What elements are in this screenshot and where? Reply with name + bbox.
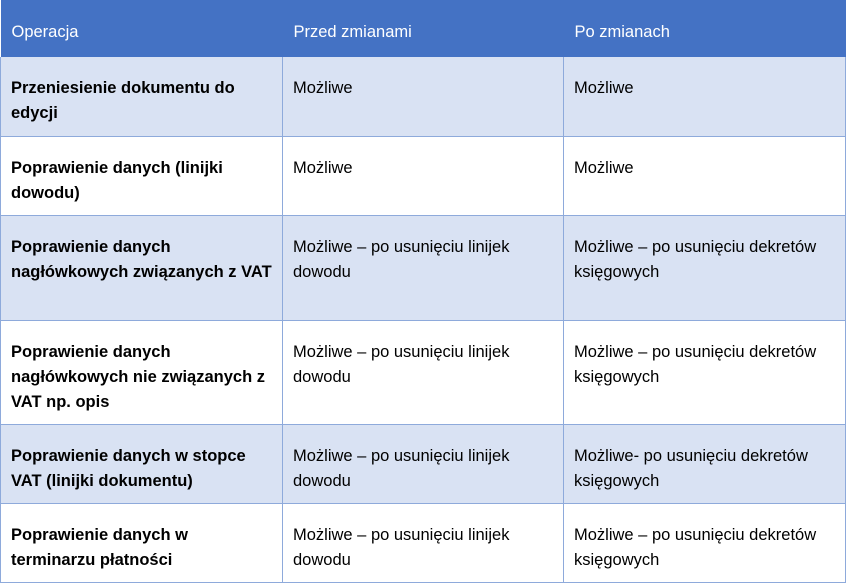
operation-cell: Poprawienie danych nagłówkowych nie związanych z VAT np. opis — [1, 320, 283, 424]
header-before-changes: Przed zmianami — [293, 23, 412, 41]
table-header — [1, 0, 846, 57]
table-row — [1, 424, 846, 503]
table-row — [1, 136, 846, 215]
header-operation: Operacja — [11, 23, 79, 41]
after-cell: Możliwe – po usunięciu dekretów księgowych — [564, 320, 846, 424]
before-cell: Możliwe – po usunięciu linijek dowodu — [283, 424, 564, 503]
operation-cell: Poprawienie danych w terminarzu płatności — [1, 503, 283, 582]
header-row — [1, 0, 846, 57]
table-body — [1, 57, 846, 582]
after-cell: Możliwe — [564, 136, 846, 215]
before-cell: Możliwe – po usunięciu linijek dowodu — [283, 215, 564, 320]
table-row — [1, 215, 846, 320]
before-cell: Możliwe – po usunięciu linijek dowodu — [283, 320, 564, 424]
operation-cell: Poprawienie danych w stopce VAT (linijki dokumentu) — [1, 424, 283, 503]
before-cell: Możliwe – po usunięciu linijek dowodu — [283, 503, 564, 582]
operation-cell: Poprawienie danych nagłówkowych związanych z VAT — [1, 215, 283, 320]
after-cell: Możliwe — [564, 57, 846, 136]
after-cell: Możliwe – po usunięciu dekretów księgowych — [564, 503, 846, 582]
header-after-changes: Po zmianach — [574, 23, 670, 41]
before-cell: Możliwe — [283, 136, 564, 215]
after-cell: Możliwe – po usunięciu dekretów księgowych — [564, 215, 846, 320]
operation-cell: Poprawienie danych (linijki dowodu) — [1, 136, 283, 215]
after-cell: Możliwe- po usunięciu dekretów księgowych — [564, 424, 846, 503]
table-row — [1, 320, 846, 424]
operation-cell: Przeniesienie dokumentu do edycji — [1, 57, 283, 136]
table-row — [1, 503, 846, 582]
before-cell: Możliwe — [283, 57, 564, 136]
table-row — [1, 57, 846, 136]
